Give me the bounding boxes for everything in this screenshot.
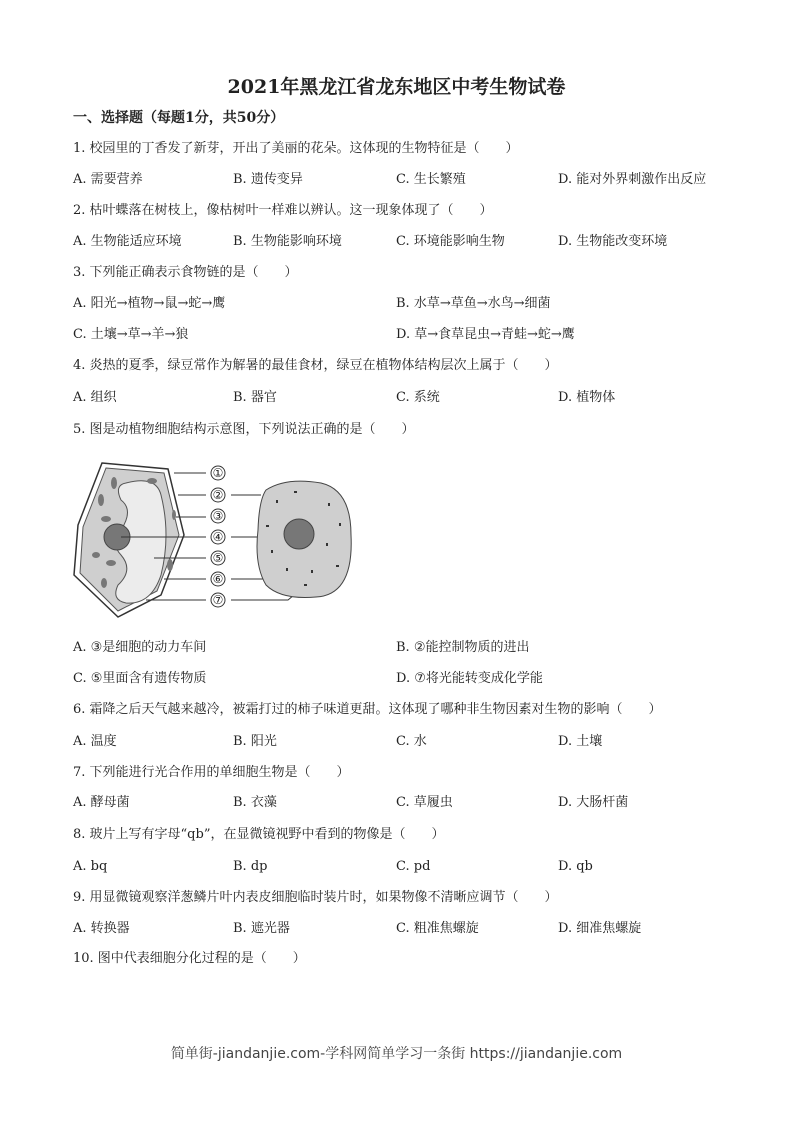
footer-watermark: 简单街-jiandanjie.com-学科网简单学习一条街 https://jiandanjie.com	[170, 1046, 623, 1062]
svg-text:①: ①	[212, 466, 224, 480]
option-d: D. 植物体	[558, 390, 616, 405]
question-3: 3. 下列能正确表示食物链的是（ ）	[73, 265, 298, 280]
option-a: A. ③是细胞的动力车间	[73, 640, 207, 655]
option-c: C. 环境能影响生物	[396, 234, 505, 249]
option-b: B. 生物能影响环境	[233, 234, 342, 249]
svg-text:⑦: ⑦	[212, 593, 224, 607]
option-d: D. 细准焦螺旋	[558, 921, 642, 936]
option-a: A. 需要营养	[73, 172, 143, 187]
option-a: A. 生物能适应环境	[73, 234, 182, 249]
option-d: D. qb	[558, 859, 593, 874]
option-b: B. 遮光器	[233, 921, 290, 936]
section-heading: 一、选择题（每题1分，共50分）	[73, 110, 285, 126]
option-a: A. 酵母菌	[73, 795, 130, 810]
option-c: C. 水	[396, 734, 427, 749]
svg-text:⑤: ⑤	[212, 551, 224, 565]
option-a: A. 温度	[73, 734, 117, 749]
svg-text:②: ②	[212, 488, 224, 502]
page-title: 2021年黑龙江省龙东地区中考生物试卷	[227, 76, 566, 98]
option-a: A. 转换器	[73, 921, 130, 936]
option-c: C. pd	[396, 859, 431, 874]
option-b: B. 水草→草鱼→水鸟→细菌	[396, 296, 551, 311]
question-5: 5. 图是动植物细胞结构示意图，下列说法正确的是（ ）	[73, 422, 415, 437]
svg-text:④: ④	[212, 530, 224, 544]
option-d: D. 草→食草昆虫→青蛙→蛇→鹰	[396, 327, 575, 342]
option-c: C. 生长繁殖	[396, 172, 466, 187]
option-d: D. 生物能改变环境	[558, 234, 668, 249]
question-7: 7. 下列能进行光合作用的单细胞生物是（ ）	[73, 765, 350, 780]
option-b: B. dp	[233, 859, 268, 874]
question-6: 6. 霜降之后天气越来越冷，被霜打过的柿子味道更甜。这体现了哪种非生物因素对生物的影响（ ）	[73, 702, 662, 717]
option-c: C. 草履虫	[396, 795, 453, 810]
option-c: C. 土壤→草→羊→狼	[73, 327, 189, 342]
option-a: A. 组织	[73, 390, 117, 405]
option-b: B. 遗传变异	[233, 172, 303, 187]
option-a: A. 阳光→植物→鼠→蛇→鹰	[73, 296, 226, 311]
option-b: B. 衣藻	[233, 795, 277, 810]
option-b: B. ②能控制物质的进出	[396, 640, 530, 655]
question-8: 8. 玻片上写有字母“qb”，在显微镜视野中看到的物像是（ ）	[73, 827, 445, 842]
question-4: 4. 炎热的夏季，绿豆常作为解暑的最佳食材，绿豆在植物体结构层次上属于（ ）	[73, 358, 558, 373]
svg-text:⑥: ⑥	[212, 572, 224, 586]
question-10: 10. 图中代表细胞分化过程的是（ ）	[73, 951, 306, 966]
option-d: D. ⑦将光能转变成化学能	[396, 671, 543, 686]
option-c: C. ⑤里面含有遗传物质	[73, 671, 207, 686]
option-c: C. 系统	[396, 390, 440, 405]
option-b: B. 器官	[233, 390, 277, 405]
question-9: 9. 用显微镜观察洋葱鳞片叶内表皮细胞临时装片时，如果物像不清晰应调节（ ）	[73, 890, 558, 905]
option-c: C. 粗准焦螺旋	[396, 921, 479, 936]
question-1: 1. 校园里的丁香发了新芽，开出了美丽的花朵。这体现的生物特征是（ ）	[73, 141, 519, 156]
option-d: D. 能对外界刺激作出反应	[558, 172, 707, 187]
option-b: B. 阳光	[233, 734, 277, 749]
svg-text:③: ③	[212, 509, 224, 523]
option-d: D. 大肠杆菌	[558, 795, 629, 810]
cell-diagram	[66, 455, 366, 620]
question-2: 2. 枯叶蝶落在树枝上，像枯树叶一样难以辨认。这一现象体现了（ ）	[73, 203, 493, 218]
option-a: A. bq	[73, 859, 108, 874]
option-d: D. 土壤	[558, 734, 603, 749]
